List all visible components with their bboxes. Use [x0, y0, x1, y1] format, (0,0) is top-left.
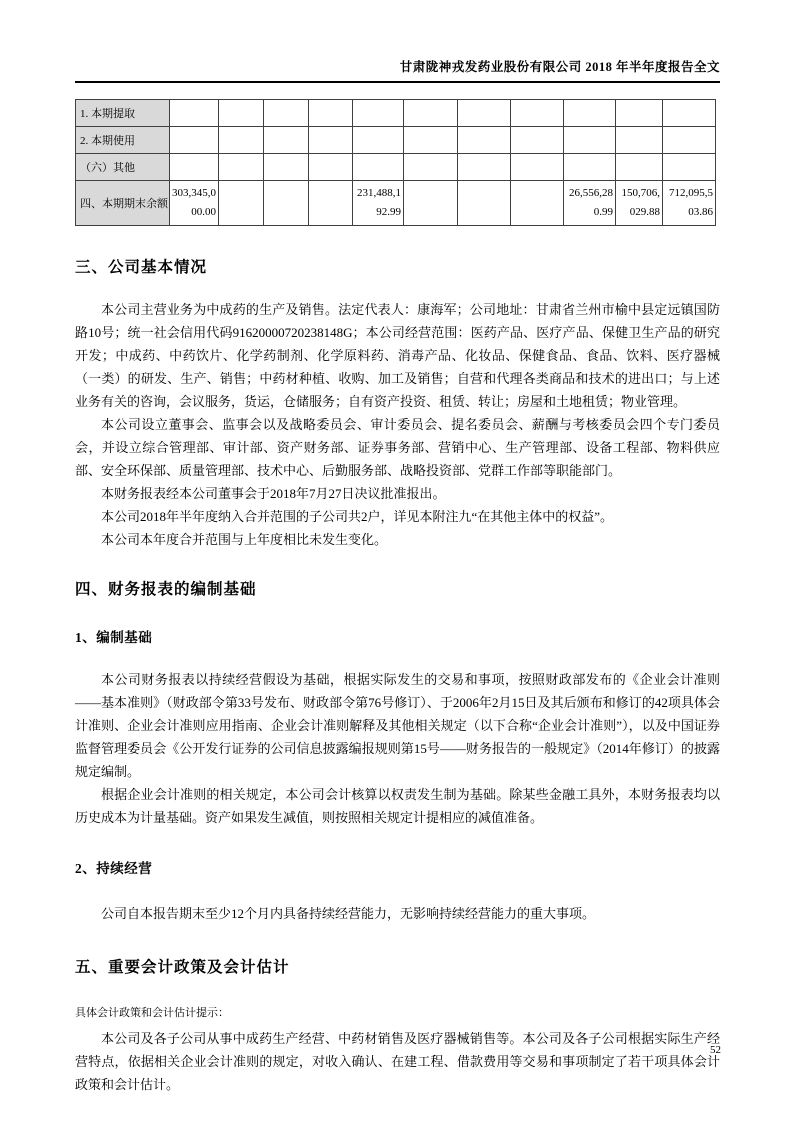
table-cell	[219, 181, 264, 226]
table-row-label: 四、本期期末余额	[76, 181, 170, 226]
table-cell	[404, 127, 458, 154]
subsection-heading-going-concern: 2、持续经营	[75, 861, 153, 876]
table-row	[76, 181, 716, 226]
table-cell	[663, 154, 716, 181]
subsection-heading-basis: 1、编制基础	[75, 630, 153, 645]
table-cell	[663, 127, 716, 154]
table-cell	[511, 127, 564, 154]
paragraph-scope-change: 本公司本年度合并范围与上年度相比未发生变化。	[101, 532, 388, 547]
table-row-label: 2. 本期使用	[76, 127, 170, 154]
paragraph-basis-2: 根据企业会计准则的相关规定，本公司会计核算以权责发生制为基础。除某些金融工具外，本财务报表均以历史成本为计量基础。资产如果发生减值，则按照相关规定计提相应的减值准备。	[75, 787, 720, 825]
table-cell	[616, 154, 663, 181]
table-cell	[353, 100, 404, 127]
table-cell	[511, 100, 564, 127]
paragraph-accounting-policies: 本公司及各子公司从事中成药生产经营、中药材销售及医疗器械销售等。本公司及各子公司根据实际生产经营特点，依据相关企业会计准则的规定，对收入确认、在建工程、借款费用等交易和事项制定了若干项具体会计政策和会计估计。	[75, 1031, 720, 1092]
table-cell	[404, 100, 458, 127]
table-cell	[170, 154, 219, 181]
table-cell	[404, 154, 458, 181]
financial-table	[75, 99, 716, 226]
table-cell	[264, 100, 309, 127]
table-cell	[309, 154, 353, 181]
table-cell	[264, 127, 309, 154]
table-row-label: 1. 本期提取	[76, 100, 170, 127]
table-cell	[564, 127, 616, 154]
table-cell	[458, 181, 511, 226]
section-heading-accounting-policies: 五、重要会计政策及会计估计	[75, 959, 290, 976]
paragraph-basis-1: 本公司财务报表以持续经营假设为基础，根据实际发生的交易和事项，按照财政部发布的《企业会计准则——基本准则》（财政部令第33号发布、财政部令第76号修订）、于2006年2月15日及其后颁布和修订的42项具体会计准则、企业会计准则应用指南、企业会计准则解释及其他相关规定（以下合称“企业会计准则”），以及中国证券监督管理委员会《公开发行证券的公司信息披露编报规则第15号——财务报告的一般规定》（2014年修订）的披露规定编制。	[75, 672, 720, 779]
table-cell: 712,095,503.86	[663, 181, 716, 226]
table-cell	[309, 181, 353, 226]
table-cell	[564, 154, 616, 181]
paragraph-governance: 本公司设立董事会、监事会以及战略委员会、审计委员会、提名委员会、薪酬与考核委员会四个专门委员会，并设立综合管理部、审计部、资产财务部、证券事务部、营销中心、生产管理部、设备工程部、物料供应部、安全环保部、质量管理部、技术中心、后勤服务部、战略投资部、党群工作部等职能部门。	[75, 417, 720, 478]
table-cell	[404, 181, 458, 226]
page-header-title: 甘肃陇神戎发药业股份有限公司 2018 年半年度报告全文	[399, 60, 720, 74]
table-cell	[219, 127, 264, 154]
paragraph-main-business: 本公司主营业务为中成药的生产及销售。法定代表人：康海军；公司地址：甘肃省兰州市榆中县定远镇国防路10号；统一社会信用代码91620000720238148G；本公司经营范围：医药产品、医疗产品、保健卫生产品的研究开发；中成药、中药饮片、化学药制剂、化学原料药、消毒产品、化妆品、保健食品、食品、饮料、医疗器械（一类）的研发、生产、销售；中药材种植、收购、加工及销售；自营和代理各类商品和技术的进出口；与上述业务有关的咨询，会议服务，货运，仓储服务；自有资产投资、租赁、转让；房屋和土地租赁；物业管理。	[75, 302, 720, 409]
table-cell	[219, 154, 264, 181]
table-cell	[511, 181, 564, 226]
table-cell	[353, 154, 404, 181]
header-divider	[75, 81, 720, 83]
table-cell	[309, 127, 353, 154]
accounting-policy-note: 具体会计政策和会计估计提示：	[75, 1007, 229, 1019]
table-cell	[264, 181, 309, 226]
paragraph-report-approval: 本财务报表经本公司董事会于2018年7月27日决议批准报出。	[101, 486, 446, 501]
table-cell	[458, 100, 511, 127]
paragraph-going-concern: 公司自本报告期末至少12个月内具备持续经营能力，无影响持续经营能力的重大事项。	[101, 906, 596, 921]
table-row	[76, 127, 716, 154]
table-cell: 231,488,192.99	[353, 181, 404, 226]
page-number: 52	[710, 1044, 721, 1056]
table-cell	[309, 100, 353, 127]
table-cell	[170, 127, 219, 154]
table-cell	[219, 100, 264, 127]
table-cell: 303,345,000.00	[170, 181, 219, 226]
table-cell	[353, 127, 404, 154]
table-cell: 150,706,029.88	[616, 181, 663, 226]
table-cell	[458, 154, 511, 181]
table-cell	[663, 100, 716, 127]
section-heading-preparation-basis: 四、财务报表的编制基础	[75, 581, 257, 598]
table-cell	[564, 100, 616, 127]
table-cell	[264, 154, 309, 181]
section-heading-company-profile: 三、公司基本情况	[75, 259, 208, 276]
table-cell: 26,556,280.99	[564, 181, 616, 226]
table-cell	[616, 127, 663, 154]
paragraph-consolidation-scope: 本公司2018年半年度纳入合并范围的子公司共2户，详见本附注九“在其他主体中的权益”。	[101, 509, 614, 524]
table-row	[76, 154, 716, 181]
table-cell	[170, 100, 219, 127]
table-cell	[616, 100, 663, 127]
table-row	[76, 100, 716, 127]
table-cell	[511, 154, 564, 181]
table-cell	[458, 127, 511, 154]
table-row-label: （六）其他	[76, 154, 170, 181]
